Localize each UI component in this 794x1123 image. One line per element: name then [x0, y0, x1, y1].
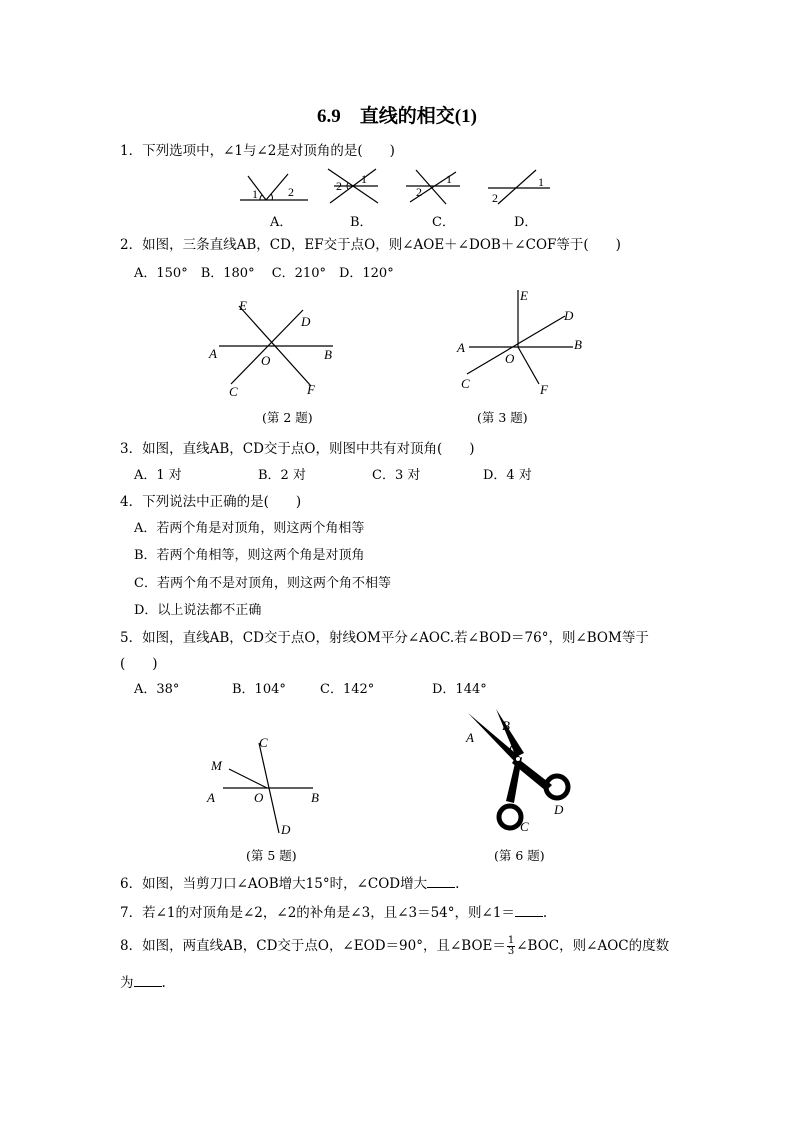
figure-2-caption: (第 2 题) — [262, 410, 313, 425]
q6-end: . — [455, 876, 460, 892]
fig3-label-A: A — [457, 340, 465, 355]
q7-text: 7．若∠1的对顶角是∠2，∠2的补角是∠3，且∠3＝54°，则∠1＝ — [120, 905, 515, 921]
q5-option-b[interactable]: B．104° — [232, 682, 286, 697]
fig5-label-B: B — [311, 790, 319, 805]
figure-3-caption: (第 3 题) — [477, 410, 528, 425]
fig3-label-F: F — [540, 382, 548, 397]
fig2-label-C: C — [229, 384, 238, 399]
fig5-label-O: O — [254, 790, 264, 805]
q4-option-b[interactable]: B．若两个角相等，则这两个角是对顶角 — [134, 548, 365, 563]
figure-5 — [203, 733, 333, 843]
q8-text-c: 为 — [120, 975, 134, 991]
q7-answer-blank[interactable] — [515, 902, 543, 917]
fig5-label-A: A — [207, 790, 215, 805]
figure-5-caption: (第 5 题) — [246, 848, 297, 863]
q8-text-a: 8．如图，两直线AB，CD交于点O，∠EOD＝90°，且∠BOE＝ — [120, 938, 506, 954]
q1c-label-2: 2 — [416, 185, 422, 199]
q8-answer-blank[interactable] — [134, 972, 162, 987]
question-5: 5．如图，直线AB，CD交于点O，射线OM平分∠AOC.若∠BOD＝76°，则∠BOM等于 — [120, 630, 649, 646]
figure-6-caption: (第 6 题) — [494, 848, 545, 863]
q3-option-d[interactable]: D．4 对 — [483, 468, 532, 483]
fig2-label-F: F — [307, 382, 315, 397]
q2-options[interactable]: A．150° B．180° C．210° D．120° — [134, 266, 394, 281]
fig3-label-C: C — [461, 376, 470, 391]
q6-text: 6．如图，当剪刀口∠AOB增大15°时，∠COD增大 — [120, 876, 428, 892]
q1-figure-a — [240, 170, 310, 202]
question-8-line2 — [120, 971, 166, 991]
q1-option-c[interactable]: C． — [432, 215, 455, 230]
question-8 — [120, 934, 669, 957]
q1-figure-c — [406, 166, 462, 206]
fig6-label-B: B — [502, 718, 510, 733]
fig2-label-D: D — [301, 314, 311, 329]
question-4: 4．下列说法中正确的是( ) — [120, 494, 302, 510]
fig2-label-O: O — [261, 353, 271, 368]
fig6-label-C: C — [520, 819, 529, 834]
fig3-label-E: E — [520, 288, 528, 303]
fig5-label-M: M — [211, 758, 222, 773]
figure-3 — [455, 286, 590, 398]
q7-end: . — [542, 905, 548, 921]
q5-option-d[interactable]: D．144° — [432, 682, 487, 697]
question-6 — [120, 872, 459, 892]
q1c-label-1: 1 — [446, 172, 452, 186]
fig3-label-B: B — [574, 337, 582, 352]
q3-option-c[interactable]: C．3 对 — [372, 468, 421, 483]
fig6-label-D: D — [554, 802, 564, 817]
q1a-label-1: 1 — [252, 187, 258, 201]
question-1: 1．下列选项中，∠1与∠2是对顶角的是( ) — [120, 143, 395, 159]
fig6-label-A: A — [466, 730, 474, 745]
fig3-label-D: D — [564, 308, 574, 323]
q8-end: . — [161, 975, 166, 991]
q4-option-a[interactable]: A．若两个角是对顶角，则这两个角相等 — [134, 521, 365, 536]
figure-2 — [205, 298, 345, 398]
q1-option-b[interactable]: B． — [350, 215, 373, 230]
q3-option-b[interactable]: B．2 对 — [258, 468, 306, 483]
q8-fraction-numerator: 1 — [507, 935, 515, 946]
question-5-paren: ( ) — [120, 656, 158, 672]
fig5-label-C: C — [259, 735, 268, 750]
q1d-label-2: 2 — [492, 191, 498, 205]
q4-option-d[interactable]: D．以上说法都不正确 — [134, 603, 262, 618]
q1-figure-d — [486, 166, 552, 206]
q1-figure-b — [326, 165, 382, 205]
fig5-label-D: D — [281, 822, 291, 837]
fig3-label-O: O — [505, 351, 515, 366]
q1a-label-2: 2 — [288, 185, 294, 199]
figure-6 — [462, 705, 582, 837]
q8-text-b: ∠BOC，则∠AOC的度数 — [516, 938, 670, 954]
q1b-label-1: 1 — [361, 172, 367, 186]
q1-option-a[interactable]: A． — [270, 215, 293, 230]
q4-option-c[interactable]: C．若两个角不是对顶角，则这两个角不相等 — [134, 576, 391, 591]
q1b-label-2: 2 — [336, 179, 342, 193]
question-7 — [120, 901, 547, 921]
q8-fraction-denominator: 3 — [507, 946, 515, 957]
q1d-label-1: 1 — [538, 175, 544, 189]
question-3: 3．如图，直线AB，CD交于点O，则图中共有对顶角( ) — [120, 441, 475, 457]
q6-answer-blank[interactable] — [427, 873, 455, 888]
fig2-label-E: E — [239, 298, 247, 313]
q8-fraction — [507, 936, 515, 957]
page-title: 6.9 直线的相交(1) — [317, 106, 477, 127]
q5-option-c[interactable]: C．142° — [320, 682, 375, 697]
fig6-label-O: O — [509, 741, 519, 756]
fig2-label-A: A — [209, 346, 217, 361]
q5-option-a[interactable]: A．38° — [134, 682, 180, 697]
question-2: 2．如图，三条直线AB，CD，EF交于点O，则∠AOE＋∠DOB＋∠COF等于( ) — [120, 237, 621, 253]
fig2-label-B: B — [324, 347, 332, 362]
q1-option-d[interactable]: D． — [514, 215, 538, 230]
q3-option-a[interactable]: A．1 对 — [134, 468, 182, 483]
